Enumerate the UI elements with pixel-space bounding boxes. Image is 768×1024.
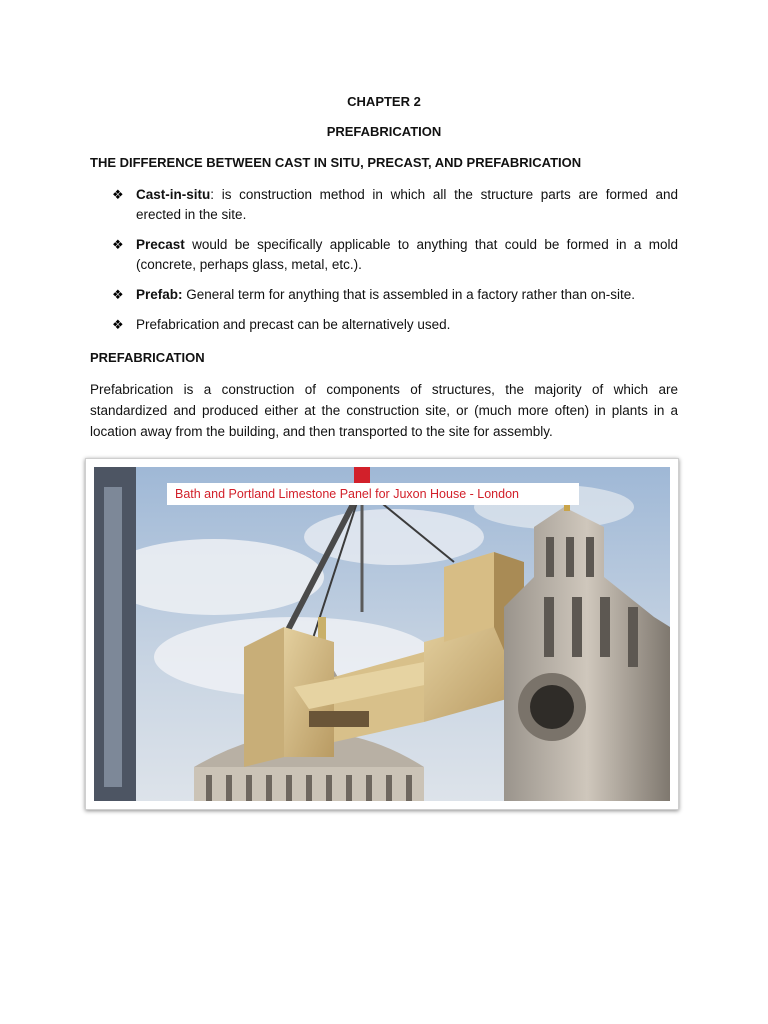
list-item	[112, 285, 678, 305]
figure-caption: Bath and Portland Limestone Panel for Juxon House - London	[167, 483, 579, 505]
diamond-bullet-icon: ❖	[112, 317, 124, 332]
diamond-bullet-icon: ❖	[112, 287, 124, 302]
figure-frame	[85, 458, 679, 810]
list-item-text: would be specifically applicable to anything that could be formed in a mold (concrete, perhaps glass, metal, etc.).	[136, 237, 678, 272]
definition-list	[112, 185, 678, 345]
section-heading-difference: THE DIFFERENCE BETWEEN CAST IN SITU, PRECAST, AND PREFABRICATION	[90, 155, 582, 170]
list-item-term: Cast-in-situ	[136, 187, 211, 202]
list-item-text: Prefabrication and precast can be alternatively used.	[136, 317, 451, 332]
diamond-bullet-icon: ❖	[112, 237, 124, 252]
list-item-text: General term for anything that is assembled in a factory rather than on-site.	[182, 287, 635, 302]
list-item	[112, 185, 678, 225]
section-heading-prefabrication: PREFABRICATION	[90, 350, 205, 365]
list-item-text: : is construction method in which all the structure parts are formed and erected in the site.	[136, 187, 678, 222]
list-item-term: Precast	[136, 237, 185, 252]
list-item	[112, 315, 678, 335]
diamond-bullet-icon: ❖	[112, 187, 124, 202]
chapter-number: CHAPTER 2	[347, 94, 421, 109]
list-item	[112, 235, 678, 275]
limestone-panel-photo	[94, 467, 670, 801]
list-item-term: Prefab:	[136, 287, 183, 302]
body-paragraph: Prefabrication is a construction of components of structures, the majority of which are standardized and produced either at the construction site, or (much more often) in plants in a location away from the building, and then transported to the site for assembly.	[90, 382, 678, 439]
chapter-title: PREFABRICATION	[326, 124, 442, 139]
construction-photo	[94, 467, 670, 801]
